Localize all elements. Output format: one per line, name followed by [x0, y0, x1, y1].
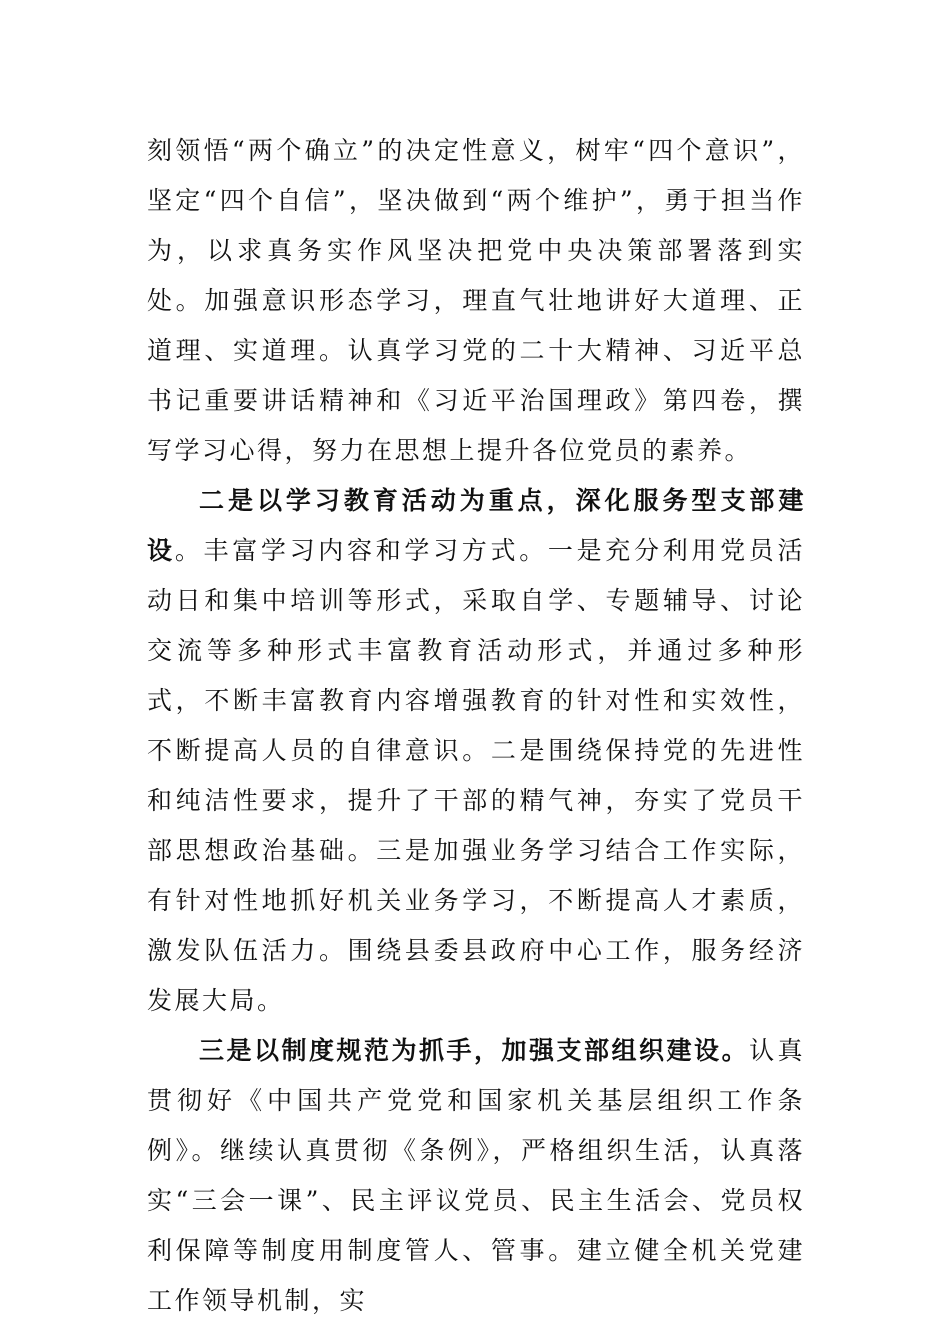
paragraph-2-text: 。丰富学习内容和学习方式。一是充分利用党员活动日和集中培训等形式，采取自学、专题辅导、讨论交流等多种形式丰富教育活动形式，并通过多种形式，不断丰富教育内容增强教育的针对性和实效性，不断提高人员的自律意识。二是围绕保持党的先进性和纯洁性要求，提升了干部的精气神，夯实了党员干部思想政治基础。三是加强业务学习结合工作实际，有针对性地抓好机关业务学习，不断提高人才素质，激发队伍活力。围绕县委县政府中心工作，服务经济发展大局。: [147, 536, 805, 1015]
paragraph-3-text: 认真贯彻好《中国共产党党和国家机关基层组织工作条例》。继续认真贯彻《条例》，严格组织生活，认真落实“三会一课”、民主评议党员、民主生活会、党员权利保障等制度用制度管人、管事。建立健全机关党建工作领导机制，实: [147, 1036, 805, 1315]
document-body: [147, 126, 805, 1326]
paragraph-2-lead: 二是以学习教育活动为重点，深化服务型支部建设: [147, 486, 805, 565]
paragraph-2: [147, 476, 805, 1026]
paragraph-3: [147, 1026, 805, 1326]
paragraph-1-text: 刻领悟“两个确立”的决定性意义，树牢“四个意识”，坚定“四个自信”，坚决做到“两个维护”，勇于担当作为，以求真务实作风坚决把党中央决策部署落到实处。加强意识形态学习，理直气壮地讲好大道理、正道理、实道理。认真学习党的二十大精神、习近平总书记重要讲话精神和《习近平治国理政》第四卷，撰写学习心得，努力在思想上提升各位党员的素养。: [147, 136, 805, 465]
paragraph-1: [147, 126, 805, 476]
paragraph-3-lead: 三是以制度规范为抓手，加强支部组织建设。: [199, 1036, 750, 1065]
